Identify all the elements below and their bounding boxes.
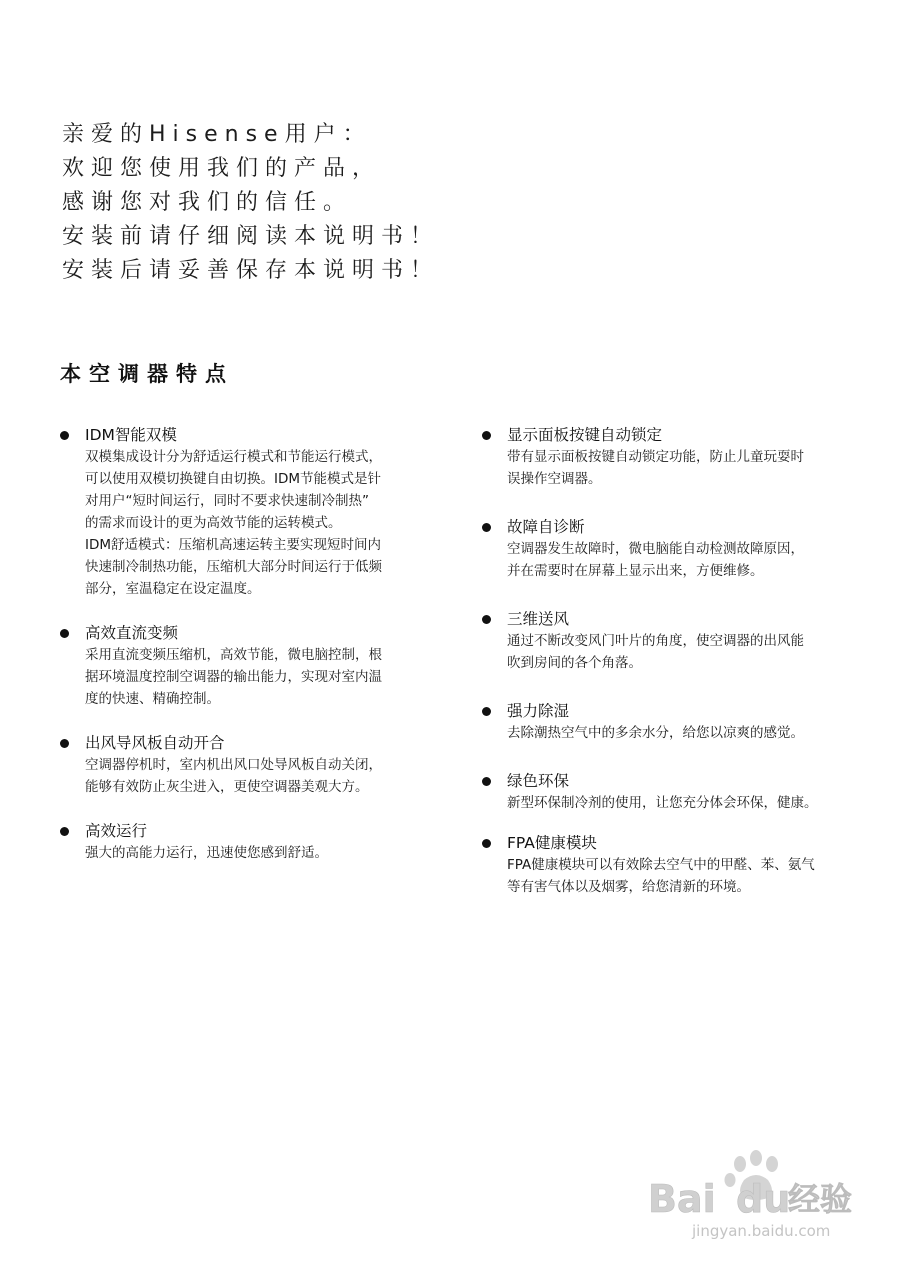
greeting-line: 感谢您对我们的信任。: [62, 190, 353, 215]
description-line: 并在需要时在屏幕上显示出来，方便维修。: [507, 563, 764, 579]
feature-panel-lock: [482, 424, 872, 490]
feature-heading: [60, 424, 450, 446]
greeting-line: 安装后请妥善保存本说明书！: [62, 258, 440, 283]
feature-auto-louver: [60, 732, 450, 798]
description-line: 快速制冷制热功能，压缩机大部分时间运行于低频: [85, 559, 382, 575]
bullet-icon: [482, 707, 491, 716]
feature-heading: [60, 732, 450, 754]
description-line: 据环境温度控制空调器的输出能力，实现对室内温: [85, 669, 382, 685]
greeting-line: 欢迎您使用我们的产品，: [62, 156, 382, 181]
description-line: 采用直流变频压缩机，高效节能，微电脑控制，根: [85, 647, 382, 663]
description-line: 双模集成设计分为舒适运行模式和节能运行模式，: [85, 449, 382, 465]
description-line: 新型环保制冷剂的使用，让您充分体会环保，健康。: [507, 795, 818, 811]
feature-title: IDM智能双模: [85, 426, 177, 444]
feature-description: [507, 722, 872, 744]
feature-self-diagnosis: [482, 516, 872, 582]
description-line: 可以使用双模切换键自由切换。IDM节能模式是针: [85, 471, 382, 487]
feature-description: [85, 842, 450, 864]
description-line: 部分，室温稳定在设定温度。: [85, 581, 261, 597]
feature-heading: [482, 424, 872, 446]
watermark-brand-cn: 经验: [788, 1180, 853, 1218]
greeting-line: 安装前请仔细阅读本说明书！: [62, 224, 440, 249]
bullet-icon: [482, 615, 491, 624]
feature-heading: [60, 622, 450, 644]
description-line: 对用户“短时间运行，同时不要求快速制冷制热”: [85, 493, 369, 509]
feature-dc-inverter: [60, 622, 450, 710]
feature-heading: [482, 832, 872, 854]
feature-description: [85, 446, 450, 600]
feature-title: 强力除湿: [507, 702, 570, 720]
feature-description: [507, 792, 872, 814]
feature-title: FPA健康模块: [507, 834, 597, 852]
bullet-icon: [60, 629, 69, 638]
feature-description: [507, 538, 872, 582]
description-line: 通过不断改变风门叶片的角度，使空调器的出风能: [507, 633, 804, 649]
description-line: 去除潮热空气中的多余水分，给您以凉爽的感觉。: [507, 725, 804, 741]
baidu-jingyan-watermark: [648, 1150, 878, 1242]
description-line: 误操作空调器。: [507, 471, 602, 487]
feature-description: [507, 446, 872, 490]
bullet-icon: [482, 431, 491, 440]
bullet-icon: [60, 827, 69, 836]
feature-title: 高效运行: [85, 822, 148, 840]
feature-heading: [482, 700, 872, 722]
watermark-brand-right: du: [736, 1177, 791, 1221]
description-line: 吹到房间的各个角落。: [507, 655, 642, 671]
description-line: 强大的高能力运行，迅速使您感到舒适。: [85, 845, 328, 861]
feature-description: [85, 754, 450, 798]
feature-title: 高效直流变频: [85, 624, 179, 642]
description-line: 等有害气体以及烟雾，给您清新的环境。: [507, 879, 750, 895]
feature-3d-airflow: [482, 608, 872, 674]
features-right-column: [482, 424, 872, 918]
feature-heading: [482, 608, 872, 630]
feature-title: 绿色环保: [507, 772, 570, 790]
description-line: 带有显示面板按键自动锁定功能，防止儿童玩耍时: [507, 449, 804, 465]
feature-dehumidify: [482, 700, 872, 744]
feature-idm-dual-mode: [60, 424, 450, 600]
description-line: 空调器停机时，室内机出风口处导风板自动关闭，: [85, 757, 382, 773]
description-line: FPA健康模块可以有效除去空气中的甲醛、苯、氨气: [507, 857, 815, 873]
bullet-icon: [60, 431, 69, 440]
bullet-icon: [482, 777, 491, 786]
description-line: 的需求而设计的更为高效节能的运转模式。: [85, 515, 342, 531]
feature-efficient-operation: [60, 820, 450, 864]
section-title: 本空调器特点: [60, 362, 234, 386]
feature-description: [507, 630, 872, 674]
feature-description: [507, 854, 872, 898]
feature-description: [85, 644, 450, 710]
greeting-block: [62, 118, 439, 288]
watermark-url: jingyan.baidu.com: [692, 1222, 831, 1240]
description-line: IDM舒适模式：压缩机高速运转主要实现短时间内: [85, 537, 382, 553]
greeting-line: 亲爱的Hisense用户：: [62, 122, 372, 147]
feature-title: 出风导风板自动开合: [85, 734, 225, 752]
watermark-brand-left: Bai: [648, 1177, 716, 1221]
feature-title: 故障自诊断: [507, 518, 585, 536]
feature-heading: [482, 770, 872, 792]
description-line: 能够有效防止灰尘进入，更使空调器美观大方。: [85, 779, 369, 795]
feature-title: 三维送风: [507, 610, 570, 628]
feature-fpa-health-module: [482, 832, 872, 898]
feature-eco-friendly: [482, 770, 872, 814]
features-left-column: [60, 424, 450, 884]
bullet-icon: [482, 839, 491, 848]
feature-heading: [60, 820, 450, 842]
bullet-icon: [60, 739, 69, 748]
description-line: 空调器发生故障时，微电脑能自动检测故障原因，: [507, 541, 804, 557]
bullet-icon: [482, 523, 491, 532]
feature-heading: [482, 516, 872, 538]
description-line: 度的快速、精确控制。: [85, 691, 220, 707]
feature-title: 显示面板按键自动锁定: [507, 426, 663, 444]
